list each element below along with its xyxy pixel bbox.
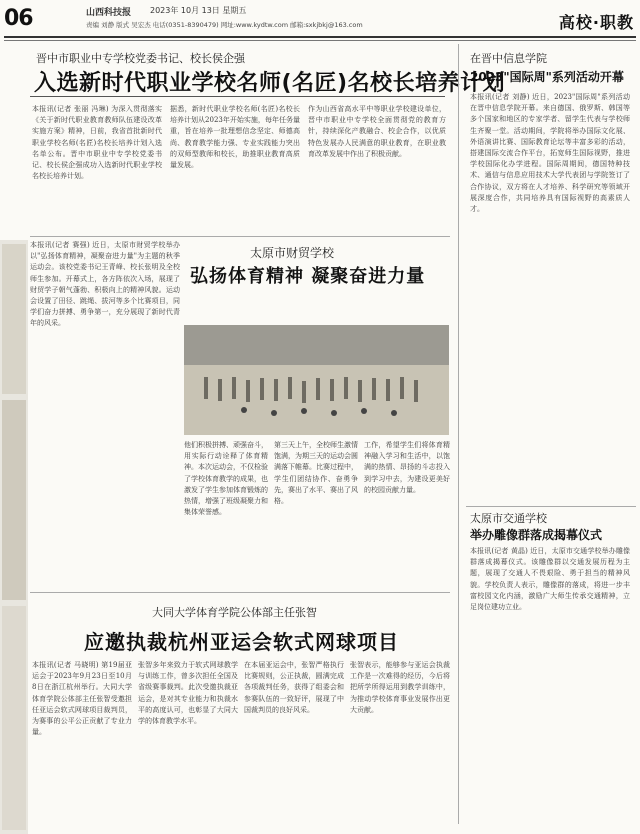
- article1-column-2: 据悉，新时代职业学校名师(名匠)名校长培养计划从2023年开始实施，每年任务量重，旨在培养一批理想信念坚定、师德高尚、教育教学能力强、专业实践能力突出的双师型教师和校长，助推职业教育高质量发展。: [170, 105, 300, 170]
- article2-kicker: 太原市财贸学校: [250, 246, 335, 260]
- page-number: 06: [4, 6, 33, 31]
- article2-bottom-right: 工作，希望学生们将体育精神融入学习和生活中，以饱满的热情、昂扬的斗志投入到学习中去，为建设更美好的校园贡献力量。: [364, 441, 450, 494]
- article2-headline: 弘扬体育精神 凝聚奋进力量: [190, 266, 426, 287]
- masthead: [0, 0, 640, 36]
- article2-bottom-left: 他们积极拼搏、顽强奋斗，用实际行动诠释了体育精神。本次运动会，不仅检验了学校体育教学的成果，也激发了学生参加体育锻炼的热情，增强了班级凝聚力和集体荣誉感。: [184, 441, 268, 517]
- article1-column-3: 作为山西省高水平中等职业学校建设单位，晋中市职业中专学校全面贯彻党的教育方针，持续深化产教融合、校企合作，以优质特色发展办人民满意的职业教育，在职业教育改革发展中作出了积极贡献。: [308, 105, 446, 158]
- section-title: 高校·职教: [558, 13, 634, 32]
- article4-kicker: 大同大学体育学院公体部主任张智: [152, 606, 317, 619]
- right1-headline: 2023"国际周"系列活动开幕: [470, 70, 624, 84]
- masthead-rule: [4, 36, 636, 38]
- right-column-divider: [466, 506, 636, 507]
- article4-column-1: 本报讯(记者 马晓明) 第19届亚运会于2023年9月23日至10月8日在浙江杭州举行。大同大学体育学院公体部主任张智受邀担任亚运会软式网球项目裁判员，为赛事的公平公正贡献了专业力量。: [32, 661, 132, 737]
- article2-side-text: 本报讯(记者 赛强) 近日，太原市财贸学校举办以"弘扬体育精神，凝聚奋进力量"为主题的秋季运动会。该校党委书记王青峰、校长张明及全校师生参加。开幕式上，各方阵依次入场，展现了财贸学子朝气蓬勃、积极向上的精神风貌。运动会设置了田径、跳绳、拔河等多个比赛项目，同学们奋力拼搏、勇争第一，充分展现了新时代青年的风采。: [30, 241, 180, 328]
- article4-column-4: 张智表示，能够参与亚运会执裁工作是一次难得的经历，今后将把所学所得运用到教学训练中，为推动学校体育事业发展作出更大贡献。: [350, 661, 450, 714]
- article1-kicker: 晋中市职业中专学校党委书记、校长侯企强: [36, 52, 245, 65]
- article4-headline: 应邀执裁杭州亚运会软式网球项目: [84, 630, 399, 654]
- right2-kicker: 太原市交通学校: [470, 512, 547, 525]
- right-column-rule: [458, 44, 459, 824]
- side-photo-strip: [0, 240, 28, 834]
- sports-meet-photo: [184, 325, 449, 435]
- newspaper-logo: 山西科技报: [86, 8, 132, 18]
- staff-line: 责编 刘静 版式 吴宏杰 电话(0351-8390479) 网址:www.kydtw.com 邮箱:sxkjbkj@163.com: [86, 21, 363, 29]
- article2-bottom-mid: 第三天上午，全校师生激情饱满，为期三天的运动会圆满落下帷幕。比赛过程中，学生们团结协作、奋勇争先，赛出了水平、赛出了风格。: [274, 441, 358, 506]
- article1-headline: 入选新时代职业学校名师(名匠)名校长培养计划: [34, 71, 506, 96]
- article2-bottom-rule: [30, 592, 450, 593]
- right2-headline: 举办雕像群落成揭幕仪式: [470, 528, 603, 542]
- article1-rule: [30, 96, 445, 97]
- right1-kicker: 在晋中信息学院: [470, 52, 547, 65]
- right1-text: 本报讯(记者 刘静) 近日，2023"国际周"系列活动在晋中信息学院开幕。来自德国、俄罗斯、韩国等多个国家和地区的专家学者、留学生代表与学校师生齐聚一堂。活动期间，学院将举办国际文化展、外语演讲比赛、国际教育论坛等丰富多彩的活动，搭建国际交流合作平台，拓宽师生国际视野，推进学校国际化办学进程。国际周期间，德国特种技术、通信与信息应用技术大学代表团与学院签订了合作协议，双方将在人才培养、科学研究等领域开展深度合作，共同培养具有国际视野的高素质人才。: [470, 93, 630, 214]
- masthead-rule-thin: [4, 40, 636, 41]
- right2-text: 本报讯(记者 黄晶) 近日，太原市交通学校举办雕像群落成揭幕仪式。该雕像群以交通发展历程为主题，展现了交通人不畏艰险、勇于担当的精神风貌。学校负责人表示，雕像群的落成，将进一步丰富校园文化内涵，激励广大师生传承交通精神，立足岗位建功立业。: [470, 547, 630, 612]
- article1-bottom-rule: [30, 236, 450, 237]
- article4-column-2: 张智多年来致力于软式网球教学与训练工作，曾多次担任全国及省级赛事裁判。此次受邀执裁亚运会，是对其专业能力和执裁水平的高度认可，也彰显了大同大学的体育教学水平。: [138, 661, 238, 726]
- article4-column-3: 在本届亚运会中，张智严格执行比赛规则，公正执裁，圆满完成各项裁判任务，获得了组委会和参赛队伍的一致好评，展现了中国裁判员的良好风采。: [244, 661, 344, 714]
- article1-column-1: 本报讯(记者 张丽 冯琳) 为深入贯彻落实《关于新时代职业教育教师队伍建设改革实施方案》精神，日前，我省首批新时代职业学校名师(名匠)名校长培养计划入选名单公布。晋中市职业中专学校党委书记、校长侯企强成功入选新时代职业学校名校长培养计划。: [32, 105, 162, 181]
- issue-date: 2023年 10月 13日 星期五: [150, 6, 247, 15]
